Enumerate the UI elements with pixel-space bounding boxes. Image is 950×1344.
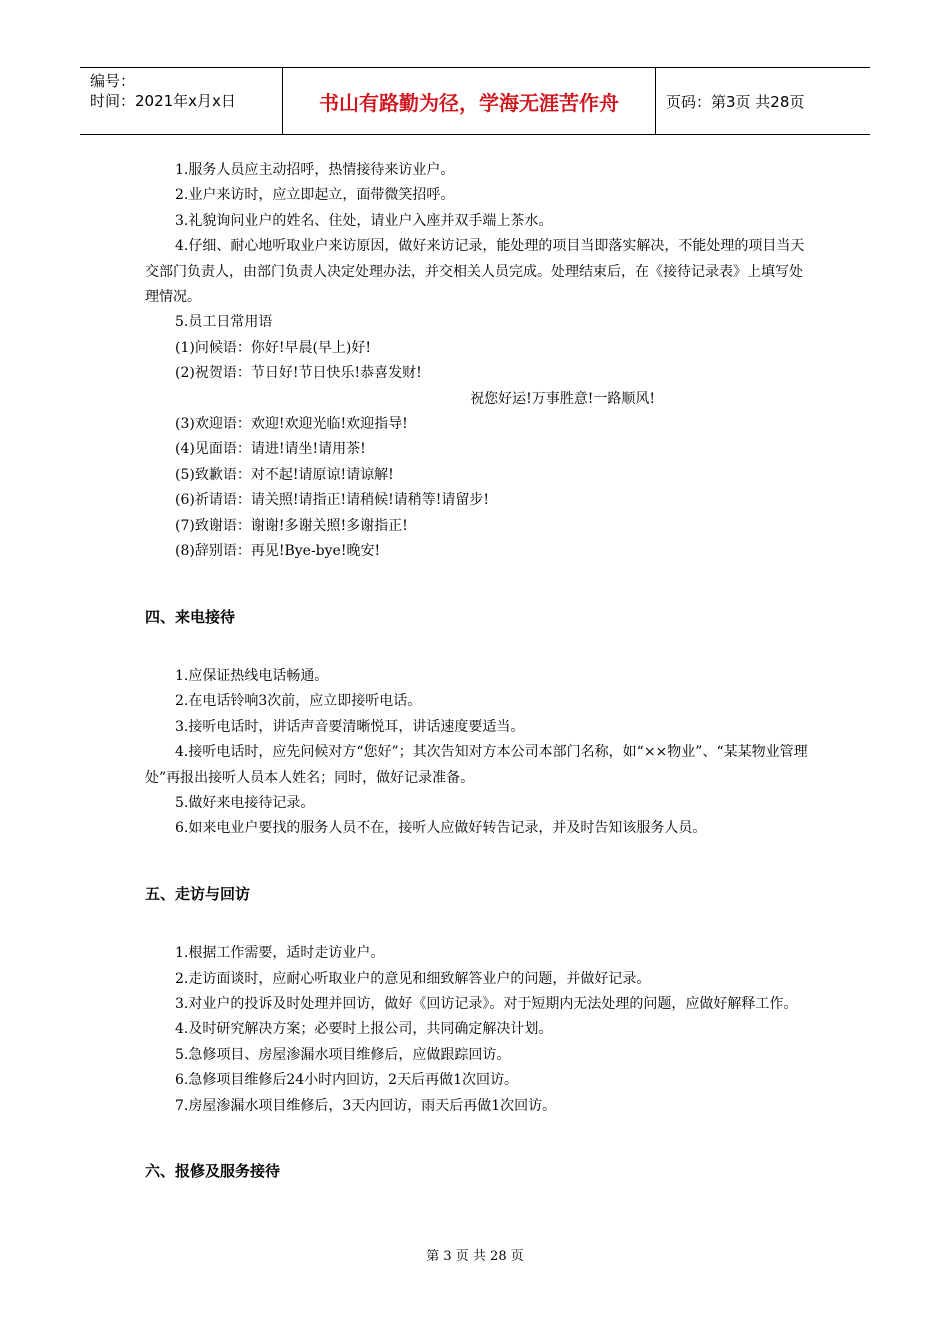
list-item: (3)欢迎语：欢迎!欢迎光临!欢迎指导!: [175, 416, 408, 433]
header-motto: 书山有路勤为径，学海无涯苦作舟: [283, 68, 656, 134]
list-item-continuation: 祝您好运!万事胜意!一路顺风!: [470, 390, 655, 407]
list-item: 3.接听电话时，讲话声音要清晰悦耳，讲话速度要适当。: [175, 718, 525, 735]
list-item: 6.急修项目维修后24小时内回访，2天后再做1次回访。: [175, 1072, 518, 1089]
list-item: 4.接听电话时，应先问候对方“您好”；其次告知对方本公司本部门名称，如“××物业”、“某某物业管理处”再报出接听人员本人姓名；同时，做好记录准备。: [145, 744, 808, 786]
list-item: 2.业户来访时，应立即起立，面带微笑招呼。: [175, 187, 455, 204]
date-label: 时间：2021年x月x日: [90, 92, 236, 110]
list-item: 5.做好来电接待记录。: [175, 794, 315, 811]
list-item: 1.应保证热线电话畅通。: [175, 667, 329, 684]
page-footer: 第 3 页 共 28 页: [426, 1249, 524, 1264]
header-page-info: 页码：第3页 共28页: [666, 92, 805, 111]
page-header: [80, 67, 870, 135]
list-item: 1.根据工作需要，适时走访业户。: [175, 945, 385, 962]
list-item: 3.对业户的投诉及时处理并回访，做好《回访记录》。对于短期内无法处理的问题，应做好解释工作。: [175, 995, 798, 1012]
section-heading: 六、报修及服务接待: [145, 1162, 281, 1180]
list-item: (4)见面语：请进!请坐!请用茶!: [175, 441, 366, 458]
list-item: (1)问候语：你好!早晨(早上)好!: [175, 339, 372, 356]
section-heading: 五、走访与回访: [145, 884, 251, 903]
list-item: 2.在电话铃响3次前，应立即接听电话。: [175, 693, 422, 710]
list-item: 6.如来电业户要找的服务人员不在，接听人应做好转告记录，并及时告知该服务人员。: [175, 820, 707, 837]
list-item: (8)辞别语：再见!Bye-bye!晚安!: [175, 543, 381, 560]
list-item: 4.仔细、耐心地听取业户来访原因，做好来访记录，能处理的项目当即落实解决，不能处理的项目当天交部门负责人，由部门负责人决定处理办法，并交相关人员完成。处理结束后，在《接待记录表》上填写处理情况。: [145, 238, 805, 306]
document-body: [145, 158, 810, 1184]
list-item: (2)祝贺语：节日好!节日快乐!恭喜发财!: [175, 365, 422, 382]
list-item: 5.急修项目、房屋渗漏水项目维修后，应做跟踪回访。: [175, 1046, 511, 1063]
list-item: (5)致歉语：对不起!请原谅!请谅解!: [175, 466, 394, 483]
list-item: 7.房屋渗漏水项目维修后，3天内回访，雨天后再做1次回访。: [175, 1097, 557, 1114]
header-meta: [80, 68, 283, 134]
list-item: 5.员工日常用语: [175, 314, 273, 331]
section-heading: 四、来电接待: [145, 607, 236, 626]
list-item: 2.走访面谈时，应耐心听取业户的意见和细致解答业户的问题，并做好记录。: [175, 970, 651, 987]
list-item: (6)祈请语：请关照!请指正!请稍候!请稍等!请留步!: [175, 492, 489, 509]
list-item: 4.及时研究解决方案；必要时上报公司，共同确定解决计划。: [175, 1021, 553, 1038]
list-item: 3.礼貌询问业户的姓名、住处，请业户入座并双手端上茶水。: [175, 212, 553, 229]
list-item: (7)致谢语：谢谢!多谢关照!多谢指正!: [175, 517, 408, 534]
code-label: 编号：: [90, 72, 136, 90]
list-item: 1.服务人员应主动招呼，热情接待来访业户。: [175, 162, 455, 178]
